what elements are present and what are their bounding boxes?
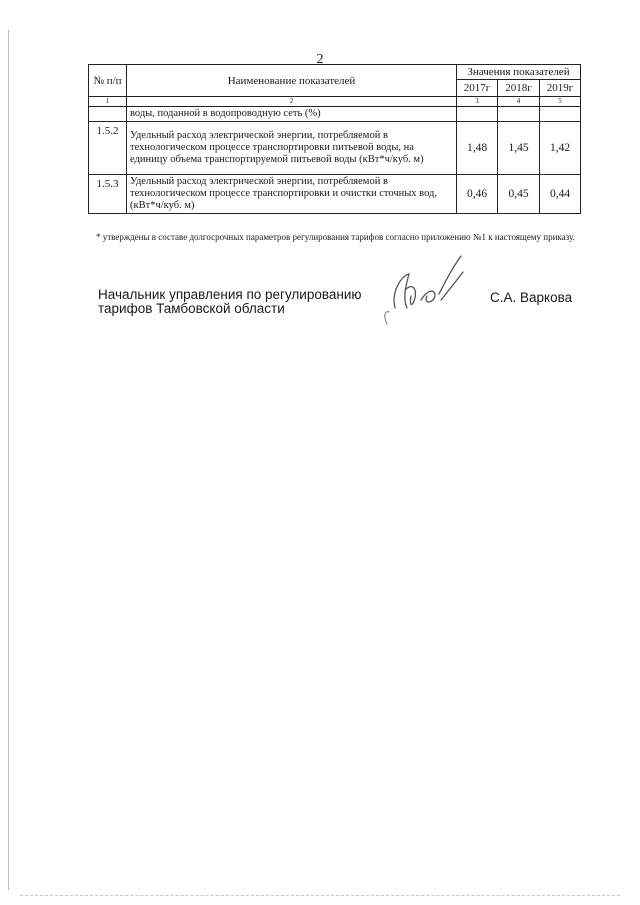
column-number: 3 xyxy=(457,97,498,107)
value-2017: 0,46 xyxy=(457,175,498,214)
row-number: 1.5.3 xyxy=(89,175,127,214)
header-year-2018: 2018г xyxy=(498,80,540,97)
header-values: Значения показателей xyxy=(457,65,581,80)
table-row xyxy=(89,122,581,175)
value-2019: 0,44 xyxy=(540,175,581,214)
table-row xyxy=(89,175,581,214)
column-number: 4 xyxy=(498,97,540,107)
row-number: 1.5.2 xyxy=(89,122,127,175)
page-bottom-edge xyxy=(20,895,620,896)
indicators-table xyxy=(88,64,581,214)
header-row xyxy=(89,65,581,80)
left-margin-line xyxy=(8,30,9,890)
continuation-text: воды, поданной в водопроводную сеть (%) xyxy=(127,107,457,122)
signer-position-line1: Начальник управления по регулированию xyxy=(98,287,362,302)
signer-position-line2: тарифов Тамбовской области xyxy=(98,301,285,316)
row-indicator-name: Удельный расход электрической энергии, потребляемой в технологическом процессе транспортировки и очистки сточных вод, (кВт*ч/куб. м) xyxy=(127,175,457,214)
column-number: 1 xyxy=(89,97,127,107)
value-2017: 1,48 xyxy=(457,122,498,175)
value-2018: 1,45 xyxy=(498,122,540,175)
header-name: Наименование показателей xyxy=(127,65,457,97)
signer-position xyxy=(98,288,362,316)
footnote: * утверждены в составе долгосрочных параметров регулирования тарифов согласно приложению №1 к настоящему приказу. xyxy=(96,232,575,242)
signer-name: С.А. Варкова xyxy=(490,290,573,305)
value-2019: 1,42 xyxy=(540,122,581,175)
column-number: 2 xyxy=(127,97,457,107)
column-numbers-row xyxy=(89,97,581,107)
page-number: 2 xyxy=(316,52,324,67)
header-num: № п/п xyxy=(89,65,127,97)
header-year-2019: 2019г xyxy=(540,80,581,97)
row-indicator-name: Удельный расход электрической энергии, потребляемой в технологическом процессе транспортировки питьевой воды, на единицу объема транспортируемой питьевой воды (кВт*ч/куб. м) xyxy=(127,122,457,175)
value-2018: 0,45 xyxy=(498,175,540,214)
continuation-row xyxy=(89,107,581,122)
column-number: 5 xyxy=(540,97,581,107)
handwritten-signature xyxy=(365,250,475,330)
header-year-2017: 2017г xyxy=(457,80,498,97)
